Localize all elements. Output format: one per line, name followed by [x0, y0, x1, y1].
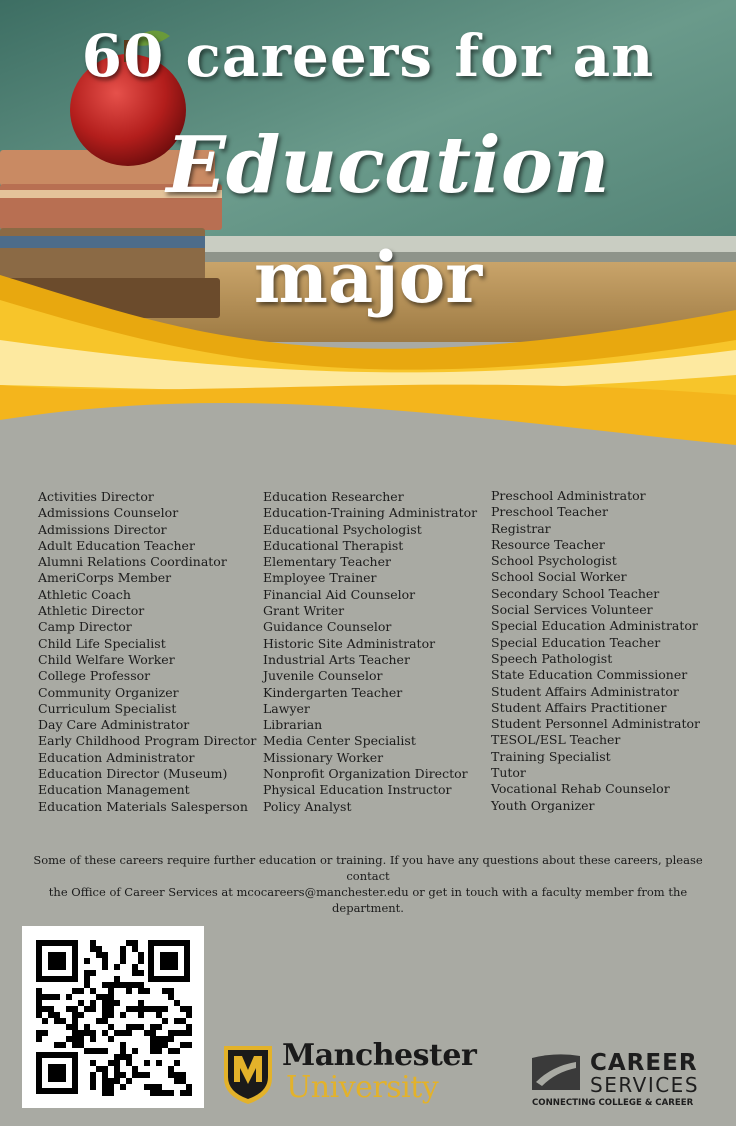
- career-item: Juvenile Counselor: [263, 668, 383, 684]
- career-item: Historic Site Administrator: [263, 635, 436, 651]
- career-item: College Professor: [38, 668, 151, 684]
- career-item: Education Researcher: [263, 489, 404, 504]
- career-item: Education Management: [38, 782, 190, 798]
- manchester-university-text: University: [286, 1070, 439, 1105]
- tagline: CONNECTING COLLEGE & CAREER: [532, 1098, 694, 1108]
- career-item: Community Organizer: [38, 684, 179, 700]
- career-item: Special Education Administrator: [491, 618, 698, 634]
- careers-column-3: [491, 488, 700, 814]
- career-item: Day Care Administrator: [38, 717, 190, 733]
- career-item: Resource Teacher: [491, 536, 605, 552]
- career-item: Student Affairs Administrator: [491, 683, 679, 699]
- career-item: Physical Education Instructor: [263, 782, 452, 798]
- career-item: AmeriCorps Member: [38, 570, 172, 586]
- career-item: Activities Director: [38, 489, 154, 504]
- career-item: Preschool Administrator: [491, 488, 646, 503]
- career-item: Admissions Director: [38, 521, 167, 537]
- career-item: Early Childhood Program Director: [38, 733, 257, 749]
- career-item: Missionary Worker: [263, 749, 384, 765]
- career-item: Alumni Relations Coordinator: [38, 554, 227, 570]
- qr-code-icon: [32, 936, 194, 1098]
- career-item: Media Center Specialist: [263, 733, 416, 749]
- career-item: Child Life Specialist: [38, 635, 166, 651]
- career-item: Industrial Arts Teacher: [263, 651, 410, 667]
- manchester-name: Manchester: [282, 1038, 477, 1073]
- career-text: CAREER: [590, 1050, 698, 1076]
- careers-column-1: [38, 489, 256, 815]
- manchester-university-logo: [222, 1040, 522, 1116]
- career-services-logo: [530, 1050, 720, 1112]
- career-item: Child Welfare Worker: [38, 651, 175, 667]
- services-text: SERVICES: [590, 1073, 700, 1097]
- career-item: Registrar: [491, 520, 551, 536]
- career-item: Guidance Counselor: [263, 619, 392, 635]
- title-line-2: Education: [166, 120, 610, 211]
- career-item: Tutor: [491, 765, 526, 781]
- career-item: State Education Commissioner: [491, 667, 688, 683]
- career-item: Special Education Teacher: [491, 634, 661, 650]
- career-item: Social Services Volunteer: [491, 602, 653, 618]
- career-item: Policy Analyst: [263, 798, 352, 814]
- career-item: Educational Therapist: [263, 537, 404, 553]
- career-item: Financial Aid Counselor: [263, 586, 416, 602]
- career-item: Admissions Counselor: [38, 505, 179, 521]
- career-item: Lawyer: [263, 700, 310, 716]
- career-item: Education Director (Museum): [38, 766, 228, 782]
- career-item: Student Affairs Practitioner: [491, 699, 667, 715]
- qr-code[interactable]: [22, 926, 204, 1108]
- career-services-mark-icon: [530, 1052, 582, 1092]
- footnote-line-1: Some of these careers require further education or training. If you have any questions about these careers, please contact: [33, 853, 703, 883]
- footnote: [18, 852, 718, 916]
- career-item: School Social Worker: [491, 569, 627, 585]
- career-item: Preschool Teacher: [491, 504, 608, 520]
- career-item: Athletic Director: [38, 603, 145, 619]
- career-item: Grant Writer: [263, 603, 345, 619]
- career-item: Kindergarten Teacher: [263, 684, 403, 700]
- career-item: Speech Pathologist: [491, 650, 613, 666]
- career-item: Camp Director: [38, 619, 132, 635]
- career-item: Education Administrator: [38, 749, 195, 765]
- career-item: Student Personnel Administrator: [491, 716, 701, 732]
- career-item: Curriculum Specialist: [38, 700, 177, 716]
- career-item: School Psychologist: [491, 553, 617, 569]
- career-item: Librarian: [263, 717, 323, 733]
- career-item: Adult Education Teacher: [38, 537, 195, 553]
- career-item: Elementary Teacher: [263, 554, 391, 570]
- career-item: Athletic Coach: [38, 586, 131, 602]
- hero-banner: [0, 0, 736, 460]
- career-item: Education Materials Salesperson: [38, 798, 248, 814]
- footnote-line-2: the Office of Career Services at mcocareers@manchester.edu or get in touch with a faculty member from the department.: [48, 885, 688, 915]
- career-item: Training Specialist: [491, 748, 611, 764]
- career-item: Education-Training Administrator: [263, 505, 478, 521]
- career-item: Nonprofit Organization Director: [263, 766, 468, 782]
- title-line-3: major: [253, 236, 483, 319]
- manchester-shield-icon: [222, 1044, 274, 1106]
- career-item: Secondary School Teacher: [491, 585, 660, 601]
- career-item: Employee Trainer: [263, 570, 377, 586]
- career-item: Youth Organizer: [491, 797, 595, 813]
- career-item: Educational Psychologist: [263, 521, 422, 537]
- career-item: TESOL/ESL Teacher: [491, 732, 621, 748]
- career-item: Vocational Rehab Counselor: [491, 781, 670, 797]
- careers-column-2: [263, 489, 477, 815]
- title-line-1: 60 careers for an: [81, 22, 655, 90]
